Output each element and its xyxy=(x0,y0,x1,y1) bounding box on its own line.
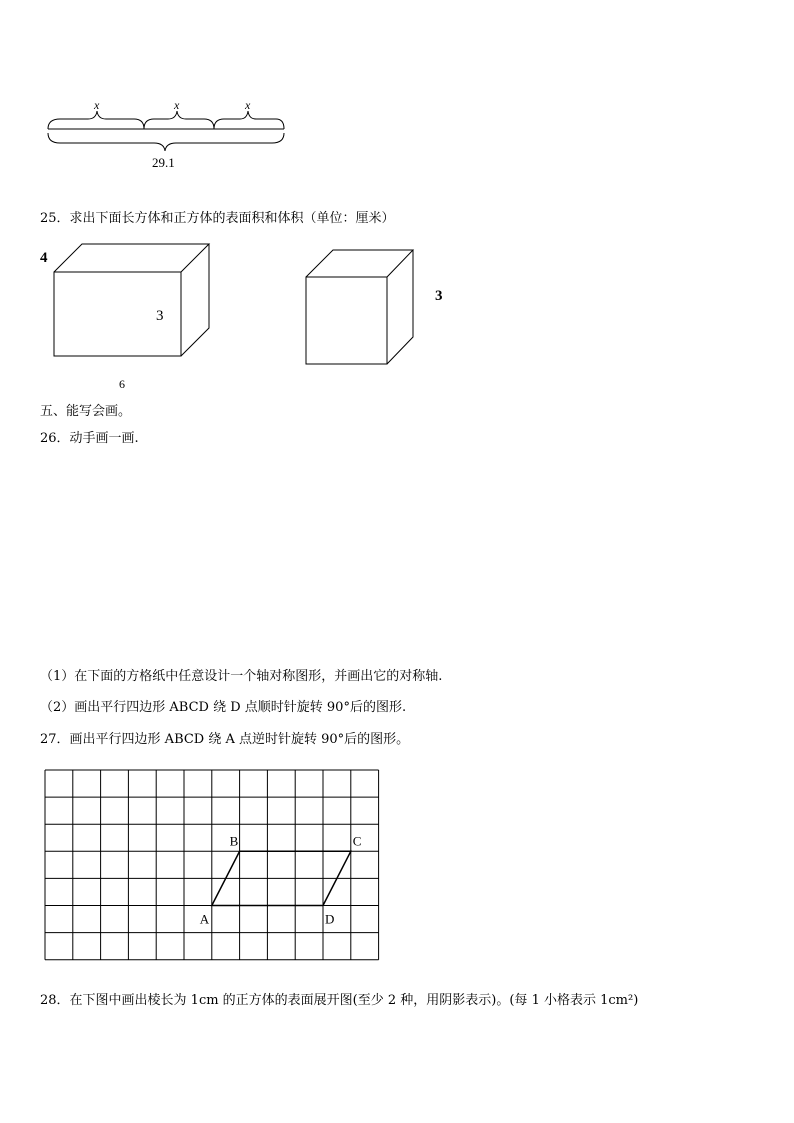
top-brace-1 xyxy=(48,111,144,129)
bottom-brace xyxy=(48,133,284,151)
cuboid-height-label: 3 xyxy=(156,308,164,324)
q26-title: 26．动手画一画. xyxy=(40,431,139,446)
q26-part2: （2）画出平行四边形 ABCD 绕 D 点顺时针旋转 90°后的图形. xyxy=(40,700,407,715)
q26-part1: （1）在下面的方格纸中任意设计一个轴对称图形，并画出它的对称轴. xyxy=(40,669,443,684)
point-label-b: B xyxy=(229,833,239,849)
cuboid-side-face xyxy=(181,244,209,356)
q27-text: 27．画出平行四边形 ABCD 绕 A 点逆时针旋转 90°后的图形。 xyxy=(40,732,410,747)
cube-top-face xyxy=(306,250,413,277)
cube-figure xyxy=(300,245,460,370)
q28-text: 28．在下图中画出棱长为 1cm 的正方体的表面展开图(至少 2 种，用阴影表示)。(每 1 小格表示 1cm²) xyxy=(40,993,639,1008)
point-label-c: C xyxy=(352,833,362,849)
brace-diagram xyxy=(40,95,300,175)
cube-front-face xyxy=(306,277,387,364)
top-label-3: x xyxy=(245,98,251,112)
top-brace-3 xyxy=(214,111,284,129)
cuboid-top-face xyxy=(54,244,209,272)
q25-text: 25．求出下面长方体和正方体的表面积和体积（单位：厘米） xyxy=(40,211,395,226)
cuboid-depth-label: 4 xyxy=(40,250,48,266)
top-brace-2 xyxy=(144,111,214,129)
section-5-title: 五、能写会画。 xyxy=(40,404,132,419)
top-label-2: x xyxy=(174,98,180,112)
cuboid-figure xyxy=(34,240,224,396)
cuboid-width-label: 6 xyxy=(119,377,125,391)
q27-grid xyxy=(40,765,385,965)
cube-side-face xyxy=(387,250,413,364)
total-label: 29.1 xyxy=(152,155,175,170)
point-label-a: A xyxy=(199,911,210,927)
top-label-1: x xyxy=(94,98,100,112)
cube-edge-label: 3 xyxy=(435,288,443,304)
point-label-d: D xyxy=(325,911,335,927)
